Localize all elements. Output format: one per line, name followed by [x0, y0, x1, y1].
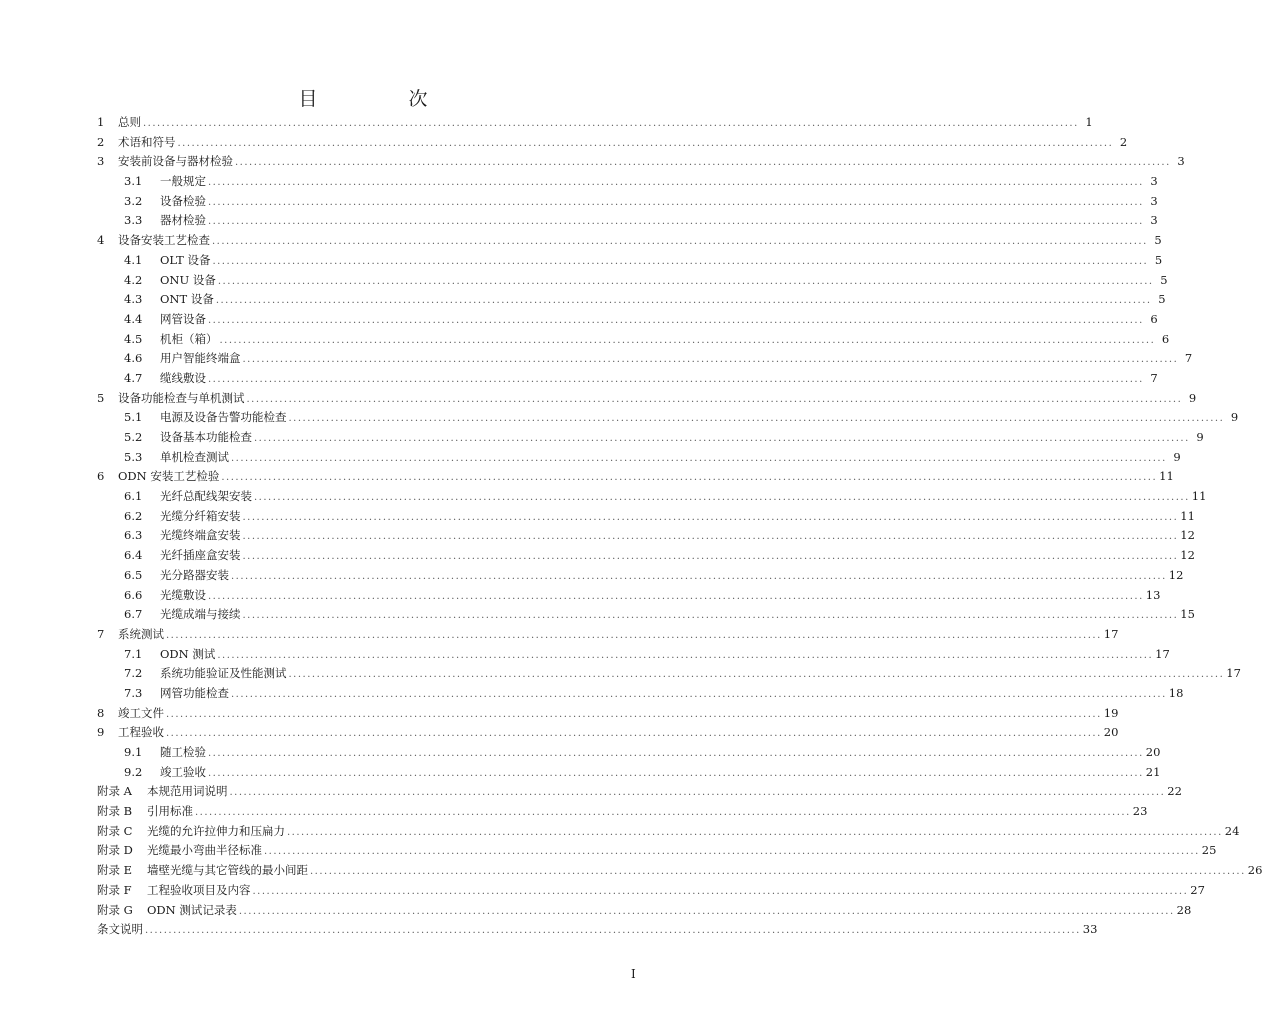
toc-entry-number: 4.1	[124, 252, 143, 267]
toc-entry-title: 光纤总配线架安装	[160, 489, 252, 504]
toc-entry-page: 20	[1145, 745, 1161, 759]
toc-entry-page: 3	[1150, 213, 1158, 228]
toc-entry-page: 11	[1180, 508, 1195, 523]
toc-entry-number: 7.1	[124, 646, 143, 661]
toc-entry[interactable]	[97, 251, 1163, 271]
toc-entry-number: 附录 C	[97, 823, 133, 838]
toc-entry[interactable]	[97, 743, 1161, 763]
toc-dot-leader: ........................................................................................................................................................................................................	[217, 275, 1154, 287]
toc-entry-title: 安装前设备与器材检验	[118, 154, 233, 169]
toc-entry-number: 4.6	[124, 351, 143, 366]
toc-entry-page: 2	[1119, 134, 1128, 149]
toc-entry[interactable]	[97, 841, 1217, 861]
toc-dot-leader: ........................................................................................................................................................................................................	[177, 137, 1114, 149]
toc-dot-leader: ........................................................................................................................................................................................................	[242, 511, 1179, 523]
toc-entry-page: 5	[1160, 272, 1168, 287]
toc-entry[interactable]	[97, 211, 1158, 231]
toc-dot-leader: ........................................................................................................................................................................................................	[235, 157, 1171, 169]
toc-entry[interactable]	[97, 822, 1240, 842]
toc-entry-number: 2	[97, 134, 105, 149]
toc-entry-page: 7	[1184, 351, 1193, 366]
toc-entry[interactable]	[97, 152, 1185, 172]
toc-entry-number: 附录 D	[97, 843, 133, 858]
toc-entry-title: 竣工验收	[160, 764, 206, 779]
toc-entry[interactable]	[97, 330, 1170, 350]
toc-entry-title: ODN 测试	[160, 646, 216, 661]
toc-entry-number: 5.1	[124, 410, 143, 425]
toc-entry-page: 15	[1180, 607, 1195, 622]
toc-entry[interactable]	[97, 723, 1119, 743]
toc-entry[interactable]	[97, 881, 1205, 901]
toc-entry-number: 1	[97, 115, 105, 129]
toc-entry-title: 设备基本功能检查	[160, 430, 252, 444]
toc-dot-leader: ........................................................................................................................................................................................................	[310, 866, 1246, 878]
toc-entry-page: 3	[1177, 154, 1185, 169]
toc-dot-leader: ........................................................................................................................................................................................................	[208, 748, 1144, 759]
toc-entry-number: 9.2	[124, 764, 143, 779]
toc-dot-leader: ........................................................................................................................................................................................................	[208, 196, 1144, 208]
toc-entry[interactable]	[97, 310, 1158, 330]
toc-entry-title: 光缆成端与接续	[160, 607, 241, 622]
toc-entry-page: 11	[1159, 469, 1174, 484]
toc-entry-title: 光分路器安装	[160, 567, 229, 582]
toc-entry[interactable]	[97, 349, 1193, 369]
toc-entry[interactable]	[97, 369, 1158, 389]
toc-dot-leader: ........................................................................................................................................................................................................	[195, 807, 1131, 819]
toc-entry-number: 附录 E	[97, 863, 133, 878]
toc-entry-title: OLT 设备	[160, 252, 211, 267]
toc-entry-page: 12	[1180, 548, 1195, 563]
page-title: 目 次	[298, 88, 464, 110]
toc-entry-number: 6.7	[124, 607, 143, 622]
toc-entry-title: ODN 安装工艺检验	[118, 469, 220, 484]
toc-entry[interactable]	[97, 704, 1119, 724]
toc-dot-leader: ........................................................................................................................................................................................................	[288, 669, 1225, 681]
toc-entry-title: 一般规定	[160, 174, 206, 189]
toc-entry-title: 用户智能终端盒	[160, 351, 241, 366]
toc-entry-page: 5	[1154, 233, 1162, 248]
toc-entry-title: 光缆终端盒安装	[160, 528, 241, 543]
toc-entry-page: 33	[1082, 922, 1098, 937]
toc-dot-leader: ........................................................................................................................................................................................................	[208, 314, 1144, 326]
toc-entry-page: 17	[1155, 646, 1170, 661]
toc-entry-number: 6.1	[124, 489, 143, 504]
toc-entry-page: 3	[1150, 174, 1158, 189]
toc-entry-title: 系统测试	[118, 626, 164, 641]
toc-entry-title: 竣工文件	[118, 705, 164, 720]
toc-dot-leader: ........................................................................................................................................................................................................	[242, 551, 1179, 563]
toc-entry[interactable]	[97, 487, 1207, 507]
toc-entry-number: 7.2	[124, 666, 143, 681]
toc-entry-page: 9	[1196, 430, 1204, 444]
toc-entry-page: 13	[1145, 587, 1161, 602]
toc-entry-number: 7.3	[124, 685, 143, 700]
toc-entry-title: ONU 设备	[160, 272, 216, 287]
toc-entry[interactable]	[97, 448, 1181, 468]
toc-entry[interactable]	[97, 861, 1262, 881]
toc-entry-number: 附录 F	[97, 882, 132, 897]
toc-entry-title: 系统功能验证及性能测试	[160, 666, 287, 681]
toc-entry-number: 3	[97, 154, 105, 169]
toc-entry-number: 8	[97, 705, 105, 720]
toc-dot-leader: ........................................................................................................................................................................................................	[208, 177, 1144, 189]
toc-entry-page: 18	[1168, 685, 1184, 700]
toc-entry-number: 3.1	[124, 174, 143, 189]
toc-entry-number: 6.2	[124, 508, 143, 523]
toc-entry-page: 5	[1158, 292, 1166, 307]
toc-entry-title: 机柜（箱）	[160, 331, 218, 346]
toc-dot-leader: ........................................................................................................................................................................................................	[166, 708, 1102, 720]
toc-entry[interactable]	[97, 113, 1093, 133]
toc-entry-number: 附录 B	[97, 804, 133, 819]
toc-dot-leader: ........................................................................................................................................................................................................	[231, 452, 1167, 464]
toc-dot-leader: ........................................................................................................................................................................................................	[145, 925, 1081, 937]
toc-entry-title: 术语和符号	[118, 134, 176, 149]
toc-dot-leader: ........................................................................................................................................................................................................	[143, 118, 1079, 129]
toc-entry[interactable]	[97, 290, 1166, 310]
toc-entry-title: 设备检验	[160, 193, 206, 208]
toc-entry-page: 28	[1176, 902, 1192, 917]
toc-entry-title: 工程验收	[118, 725, 164, 740]
toc-entry[interactable]	[97, 408, 1239, 428]
toc-dot-leader: ........................................................................................................................................................................................................	[208, 767, 1144, 779]
toc-entry-page: 20	[1103, 725, 1119, 740]
toc-dot-leader: ........................................................................................................................................................................................................	[252, 885, 1189, 897]
toc-dot-leader: ........................................................................................................................................................................................................	[215, 295, 1152, 307]
toc-entry-title: 条文说明	[97, 922, 143, 937]
toc-entry[interactable]	[97, 192, 1158, 212]
toc-entry-number: 4.4	[124, 311, 143, 326]
toc-entry-title: 器材检验	[160, 213, 206, 228]
toc-entry[interactable]	[97, 684, 1184, 704]
toc-entry-page: 26	[1247, 863, 1262, 878]
toc-entry-page: 7	[1150, 370, 1158, 385]
toc-entry-page: 17	[1226, 666, 1241, 681]
toc-dot-leader: ........................................................................................................................................................................................................	[219, 334, 1156, 346]
toc-entry-title: 网管设备	[160, 311, 206, 326]
toc-entry[interactable]	[97, 645, 1170, 665]
toc-entry[interactable]	[97, 763, 1161, 783]
toc-entry-title: 光纤插座盒安装	[160, 548, 241, 563]
toc-entry-number: 6.3	[124, 528, 143, 543]
toc-dot-leader: ........................................................................................................................................................................................................	[238, 905, 1175, 917]
toc-entry-title: 光缆的允许拉伸力和压扁力	[147, 823, 285, 838]
toc-entry-page: 25	[1201, 843, 1217, 858]
toc-entry[interactable]	[97, 920, 1098, 940]
toc-entry[interactable]	[97, 546, 1195, 566]
toc-dot-leader: ........................................................................................................................................................................................................	[208, 216, 1144, 228]
toc-entry[interactable]	[97, 428, 1204, 448]
toc-entry-title: 本规范用词说明	[147, 784, 228, 799]
toc-dot-leader: ........................................................................................................................................................................................................	[208, 590, 1144, 602]
toc-entry-number: 4.5	[124, 331, 143, 346]
toc-entry[interactable]	[97, 271, 1168, 291]
toc-entry-title: ONT 设备	[160, 292, 214, 307]
toc-dot-leader: ........................................................................................................................................................................................................	[229, 787, 1166, 799]
page-number: I	[631, 967, 636, 981]
toc-entry-page: 21	[1145, 764, 1161, 779]
toc-entry-page: 11	[1191, 489, 1207, 504]
toc-entry[interactable]	[97, 172, 1158, 192]
toc-entry-number: 6	[97, 469, 105, 484]
toc-entry-number: 9.1	[124, 745, 143, 759]
toc-entry[interactable]	[97, 664, 1241, 684]
toc-dot-leader: ........................................................................................................................................................................................................	[208, 373, 1144, 385]
toc-dot-leader: ........................................................................................................................................................................................................	[242, 531, 1179, 543]
toc-dot-leader: ........................................................................................................................................................................................................	[212, 255, 1149, 267]
toc-entry-number: 5.3	[124, 449, 143, 464]
toc-entry-number: 6.5	[124, 567, 143, 582]
toc-entry-title: 设备功能检查与单机测试	[118, 390, 245, 405]
toc-dot-leader: ........................................................................................................................................................................................................	[221, 472, 1158, 484]
toc-dot-leader: ........................................................................................................................................................................................................	[288, 413, 1225, 425]
toc-entry-number: 4.7	[124, 370, 143, 385]
toc-dot-leader: ........................................................................................................................................................................................................	[217, 649, 1154, 661]
toc-dot-leader: ........................................................................................................................................................................................................	[264, 846, 1200, 858]
toc-dot-leader: ........................................................................................................................................................................................................	[231, 570, 1167, 582]
toc-entry-number: 4	[97, 233, 105, 248]
toc-entry-page: 12	[1180, 528, 1195, 543]
toc-entry-title: 光缆最小弯曲半径标准	[147, 843, 262, 858]
toc-entry-title: 工程验收项目及内容	[147, 882, 251, 897]
toc-dot-leader: ........................................................................................................................................................................................................	[242, 610, 1179, 622]
toc-dot-leader: ........................................................................................................................................................................................................	[231, 688, 1167, 700]
toc-entry-page: 24	[1224, 823, 1240, 838]
toc-entry-title: 设备安装工艺检查	[118, 233, 210, 248]
toc-entry-title: 缆线敷设	[160, 370, 206, 385]
table-of-contents	[97, 113, 1262, 940]
toc-entry-page: 23	[1132, 804, 1148, 819]
toc-entry-page: 5	[1154, 252, 1163, 267]
toc-entry[interactable]	[97, 802, 1148, 822]
toc-entry-number: 4.2	[124, 272, 143, 287]
toc-entry[interactable]	[97, 389, 1197, 409]
toc-dot-leader: ........................................................................................................................................................................................................	[166, 728, 1102, 740]
toc-dot-leader: ........................................................................................................................................................................................................	[287, 826, 1223, 838]
toc-entry-page: 6	[1161, 331, 1170, 346]
toc-entry-title: 电源及设备告警功能检查	[160, 410, 287, 425]
toc-entry-title: 总则	[118, 115, 141, 129]
toc-entry-number: 6.6	[124, 587, 143, 602]
toc-entry-number: 7	[97, 626, 105, 641]
toc-entry-title: 引用标准	[147, 804, 193, 819]
toc-entry[interactable]	[97, 231, 1162, 251]
toc-entry-page: 12	[1168, 567, 1184, 582]
toc-dot-leader: ........................................................................................................................................................................................................	[254, 433, 1190, 444]
toc-entry[interactable]	[97, 586, 1161, 606]
toc-entry-title: 网管功能检查	[160, 685, 229, 700]
toc-entry-number: 4.3	[124, 292, 143, 307]
toc-dot-leader: ........................................................................................................................................................................................................	[246, 393, 1183, 405]
toc-entry-number: 5	[97, 390, 105, 405]
toc-entry-page: 1	[1085, 115, 1093, 129]
toc-entry-page: 9	[1173, 449, 1181, 464]
toc-entry-page: 22	[1167, 784, 1182, 799]
toc-entry[interactable]	[97, 566, 1184, 586]
toc-entry-page: 19	[1103, 705, 1119, 720]
toc-dot-leader: ........................................................................................................................................................................................................	[242, 354, 1179, 366]
toc-entry[interactable]	[97, 625, 1119, 645]
toc-entry-title: 光缆分纤箱安装	[160, 508, 241, 523]
toc-entry-page: 9	[1188, 390, 1197, 405]
toc-entry-number: 5.2	[124, 430, 143, 444]
toc-entry-title: 随工检验	[160, 745, 206, 759]
toc-entry-number: 附录 G	[97, 902, 133, 917]
toc-entry-page: 9	[1230, 410, 1239, 425]
toc-dot-leader: ........................................................................................................................................................................................................	[254, 492, 1190, 504]
toc-entry[interactable]	[97, 782, 1182, 802]
toc-entry-title: 墙壁光缆与其它管线的最小间距	[147, 863, 308, 878]
toc-entry-title: 单机检查测试	[160, 449, 229, 464]
toc-entry-page: 27	[1190, 882, 1205, 897]
toc-entry-number: 附录 A	[97, 784, 132, 799]
toc-entry[interactable]	[97, 467, 1174, 487]
toc-dot-leader: ........................................................................................................................................................................................................	[166, 629, 1102, 641]
toc-entry-page: 17	[1103, 626, 1119, 641]
toc-entry[interactable]	[97, 133, 1128, 153]
toc-entry[interactable]	[97, 526, 1195, 546]
toc-entry-page: 6	[1150, 311, 1158, 326]
toc-entry-number: 3.2	[124, 193, 143, 208]
toc-entry[interactable]	[97, 507, 1195, 527]
toc-entry-number: 9	[97, 725, 105, 740]
toc-entry[interactable]	[97, 901, 1192, 921]
toc-entry[interactable]	[97, 605, 1195, 625]
toc-dot-leader: ........................................................................................................................................................................................................	[212, 236, 1148, 248]
toc-entry-number: 6.4	[124, 548, 143, 563]
toc-entry-page: 3	[1150, 193, 1158, 208]
toc-entry-title: 光缆敷设	[160, 587, 206, 602]
toc-entry-title: ODN 测试记录表	[147, 902, 237, 917]
toc-entry-number: 3.3	[124, 213, 143, 228]
